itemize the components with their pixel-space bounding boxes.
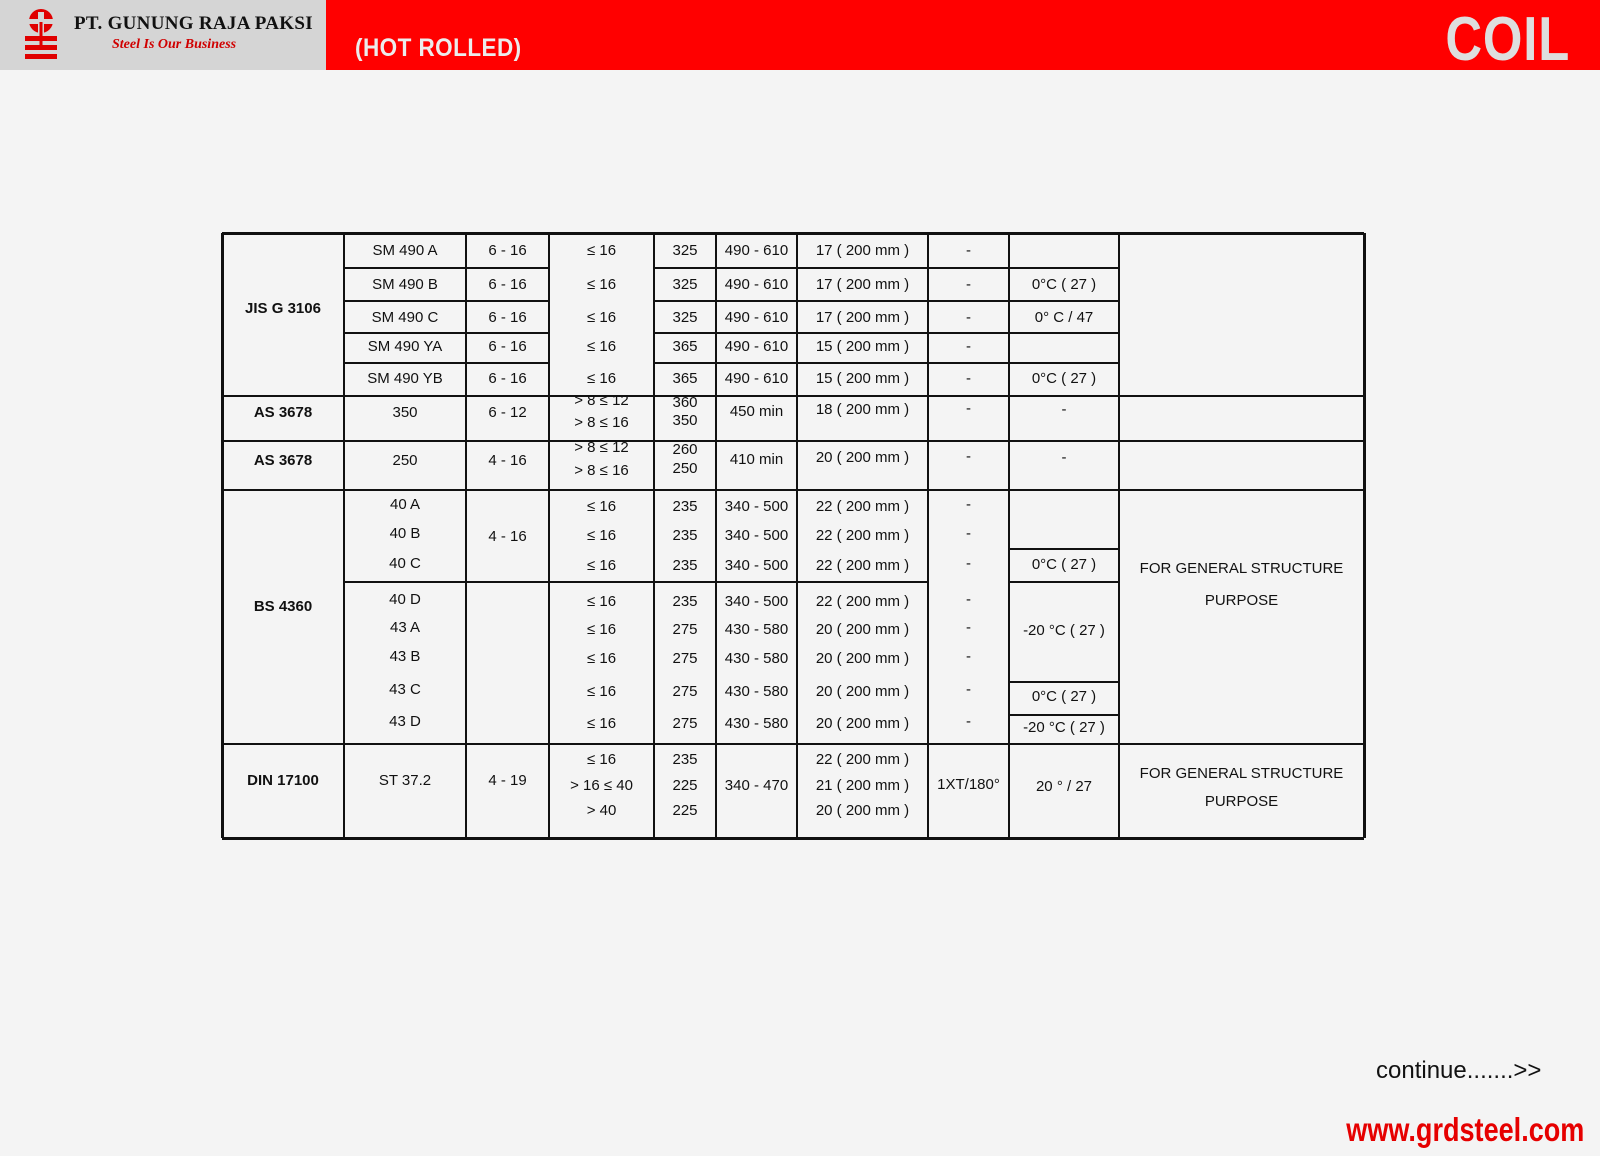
yield-cell: 250 — [672, 460, 698, 477]
thickness-cell: 4 - 16 — [488, 451, 527, 469]
table-rule — [1009, 681, 1119, 683]
logo-box — [0, 0, 326, 70]
bend-cell: - — [966, 370, 971, 387]
impact-cell: - — [1061, 448, 1067, 466]
grade-cell: 40 B — [389, 525, 421, 542]
table-rule — [344, 332, 549, 334]
grade-cell: 250 — [392, 451, 418, 469]
grade-cell: 43 C — [389, 681, 421, 698]
page-title: COIL — [1445, 5, 1570, 74]
bend-cell: - — [966, 309, 971, 326]
company-name: PT. GUNUNG RAJA PAKSI — [74, 13, 313, 34]
range-cell: ≤ 16 — [586, 498, 617, 515]
elongation-cell: 22 ( 200 mm ) — [815, 527, 910, 544]
elongation-cell: 20 ( 200 mm ) — [815, 683, 910, 700]
thickness-cell: 6 - 16 — [488, 309, 527, 326]
range-cell: > 8 ≤ 16 — [574, 462, 629, 479]
yield-cell: 275 — [672, 650, 698, 667]
yield-cell: 225 — [672, 802, 698, 819]
impact-cell: 0° C / 47 — [1034, 309, 1094, 326]
table-rule — [1009, 362, 1119, 364]
tensile-cell: 450 min — [729, 403, 784, 420]
range-cell: ≤ 16 — [586, 557, 617, 574]
yield-cell: 325 — [672, 276, 698, 293]
range-cell: ≤ 16 — [586, 715, 617, 732]
spec-table — [222, 232, 1364, 839]
yield-cell: 275 — [672, 715, 698, 732]
bend-cell: - — [966, 242, 971, 259]
yield-cell: 325 — [672, 242, 698, 259]
grade-cell: 43 B — [389, 648, 421, 665]
elongation-cell: 20 ( 200 mm ) — [815, 715, 910, 732]
thickness-cell: 6 - 16 — [488, 338, 527, 355]
bend-cell: - — [966, 447, 971, 465]
page-subtitle: (HOT ROLLED) — [355, 34, 522, 62]
table-rule — [1009, 581, 1119, 583]
table-border-right — [1363, 233, 1366, 838]
purpose-text: FOR GENERAL STRUCTURE — [1139, 560, 1344, 577]
grade-cell: SM 490 YB — [367, 370, 443, 387]
bend-cell: - — [966, 338, 971, 355]
table-rule — [1009, 714, 1119, 716]
tensile-cell: 340 - 500 — [724, 593, 789, 610]
yield-cell: 275 — [672, 683, 698, 700]
table-rule — [344, 300, 549, 302]
elongation-cell: 21 ( 200 mm ) — [815, 777, 910, 794]
tensile-cell: 340 - 500 — [724, 527, 789, 544]
grade-cell: 40 C — [389, 555, 421, 572]
yield-cell: 235 — [672, 557, 698, 574]
elongation-cell: 17 ( 200 mm ) — [815, 242, 910, 259]
bend-cell: - — [966, 400, 971, 417]
table-rule — [1009, 300, 1119, 302]
impact-cell: 0°C ( 27 ) — [1031, 556, 1097, 573]
elongation-cell: 20 ( 200 mm ) — [815, 621, 910, 638]
impact-cell: -20 °C ( 27 ) — [1023, 719, 1105, 736]
purpose-text: PURPOSE — [1204, 793, 1279, 810]
table-rule — [654, 267, 1009, 269]
tensile-cell: 490 - 610 — [724, 242, 789, 259]
range-cell: > 8 ≤ 16 — [574, 414, 629, 431]
thickness-cell: 6 - 16 — [488, 276, 527, 293]
company-logo-icon — [22, 8, 60, 62]
tensile-cell: 490 - 610 — [724, 338, 789, 355]
yield-cell: 260 — [672, 441, 698, 458]
range-cell: ≤ 16 — [586, 276, 617, 293]
standard-label: AS 3678 — [253, 451, 313, 469]
grade-cell: 43 D — [389, 713, 421, 730]
thickness-cell: 6 - 12 — [488, 404, 527, 421]
website-url[interactable]: www.grdsteel.com — [1345, 1111, 1584, 1148]
table-border-top — [222, 232, 1364, 235]
tensile-cell: 340 - 470 — [724, 777, 789, 794]
bend-cell: - — [966, 648, 971, 665]
elongation-cell: 20 ( 200 mm ) — [815, 650, 910, 667]
table-rule — [1009, 332, 1119, 334]
yield-cell: 235 — [672, 498, 698, 515]
range-cell: > 8 ≤ 12 — [574, 439, 629, 456]
range-cell: ≤ 16 — [586, 751, 617, 768]
range-cell: ≤ 16 — [586, 621, 617, 638]
bend-cell: - — [966, 713, 971, 730]
elongation-cell: 22 ( 200 mm ) — [815, 498, 910, 515]
elongation-cell: 15 ( 200 mm ) — [815, 370, 910, 387]
tensile-cell: 340 - 500 — [724, 557, 789, 574]
tensile-cell: 430 - 580 — [724, 650, 789, 667]
table-rule — [1009, 548, 1119, 550]
standard-label: DIN 17100 — [247, 772, 319, 789]
bend-cell: - — [966, 591, 971, 608]
table-rule — [344, 267, 549, 269]
table-rule — [1009, 267, 1119, 269]
tensile-cell: 340 - 500 — [724, 498, 789, 515]
tensile-cell: 410 min — [729, 450, 784, 468]
standard-label: BS 4360 — [253, 598, 313, 615]
impact-cell: 0°C ( 27 ) — [1031, 276, 1097, 293]
subgroup-rule — [344, 581, 928, 583]
elongation-cell: 22 ( 200 mm ) — [815, 557, 910, 574]
header-banner — [0, 0, 1600, 74]
range-cell: > 8 ≤ 12 — [574, 392, 629, 409]
range-cell: > 40 — [586, 802, 617, 819]
bend-cell: - — [966, 681, 971, 698]
thickness-cell: 4 - 19 — [488, 772, 527, 789]
group-rule — [222, 489, 1364, 491]
elongation-cell: 15 ( 200 mm ) — [815, 338, 910, 355]
standard-label: AS 3678 — [253, 404, 313, 421]
yield-cell: 235 — [672, 751, 698, 768]
range-cell: > 16 ≤ 40 — [570, 777, 633, 794]
impact-cell: - — [1061, 401, 1067, 418]
bend-cell: - — [966, 555, 971, 572]
grade-cell: 40 D — [389, 591, 421, 608]
purpose-text: FOR GENERAL STRUCTURE — [1139, 765, 1344, 782]
thickness-cell: 4 - 16 — [488, 528, 527, 545]
group-rule — [222, 743, 1364, 745]
grade-cell: ST 37.2 — [378, 772, 432, 789]
bend-cell: - — [966, 276, 971, 293]
yield-cell: 365 — [672, 370, 698, 387]
grade-cell: 350 — [392, 404, 418, 421]
tensile-cell: 430 - 580 — [724, 621, 789, 638]
tensile-cell: 430 - 580 — [724, 715, 789, 732]
range-cell: ≤ 16 — [586, 338, 617, 355]
elongation-cell: 20 ( 200 mm ) — [815, 448, 910, 466]
table-border-bottom — [222, 837, 1364, 840]
bend-cell: 1XT/180° — [937, 776, 1000, 793]
impact-cell: -20 °C ( 27 ) — [1023, 622, 1105, 639]
continue-link[interactable]: continue.......>> — [1376, 1057, 1542, 1084]
bend-cell: - — [966, 496, 971, 513]
yield-cell: 325 — [672, 309, 698, 326]
elongation-cell: 20 ( 200 mm ) — [815, 802, 910, 819]
tensile-cell: 490 - 610 — [724, 309, 789, 326]
impact-cell: 0°C ( 27 ) — [1031, 688, 1097, 705]
elongation-cell: 17 ( 200 mm ) — [815, 309, 910, 326]
group-rule — [222, 395, 1364, 397]
yield-cell: 235 — [672, 527, 698, 544]
range-cell: ≤ 16 — [586, 593, 617, 610]
elongation-cell: 22 ( 200 mm ) — [815, 593, 910, 610]
range-cell: ≤ 16 — [586, 527, 617, 544]
grade-cell: SM 490 B — [372, 276, 438, 293]
company-tagline: Steel Is Our Business — [112, 37, 237, 52]
grade-cell: 40 A — [389, 496, 421, 513]
table-border-left — [221, 233, 224, 838]
elongation-cell: 18 ( 200 mm ) — [815, 401, 910, 418]
table-rule — [654, 300, 1009, 302]
tensile-cell: 430 - 580 — [724, 683, 789, 700]
elongation-cell: 17 ( 200 mm ) — [815, 276, 910, 293]
tensile-cell: 490 - 610 — [724, 370, 789, 387]
grade-cell: 43 A — [389, 619, 421, 636]
yield-cell: 275 — [672, 621, 698, 638]
yield-cell: 365 — [672, 338, 698, 355]
yield-cell: 235 — [672, 593, 698, 610]
range-cell: ≤ 16 — [586, 309, 617, 326]
purpose-text: PURPOSE — [1204, 592, 1279, 609]
elongation-cell: 22 ( 200 mm ) — [815, 751, 910, 768]
grade-cell: SM 490 C — [371, 309, 439, 326]
impact-cell: 0°C ( 27 ) — [1031, 370, 1097, 387]
yield-cell: 360 — [672, 394, 698, 411]
bend-cell: - — [966, 525, 971, 542]
thickness-cell: 6 - 16 — [488, 370, 527, 387]
table-rule — [344, 362, 549, 364]
impact-cell: 20 ° / 27 — [1035, 778, 1093, 795]
grade-cell: SM 490 YA — [367, 338, 443, 355]
yield-cell: 350 — [672, 412, 698, 429]
group-rule — [222, 440, 1364, 442]
table-rule — [654, 362, 1009, 364]
grade-cell: SM 490 A — [372, 242, 438, 259]
thickness-cell: 6 - 16 — [488, 242, 527, 259]
tensile-cell: 490 - 610 — [724, 276, 789, 293]
standard-label: JIS G 3106 — [245, 300, 321, 317]
range-cell: ≤ 16 — [586, 650, 617, 667]
yield-cell: 225 — [672, 777, 698, 794]
range-cell: ≤ 16 — [586, 683, 617, 700]
range-cell: ≤ 16 — [586, 242, 617, 259]
table-rule — [654, 332, 1009, 334]
range-cell: ≤ 16 — [586, 370, 617, 387]
bend-cell: - — [966, 619, 971, 636]
